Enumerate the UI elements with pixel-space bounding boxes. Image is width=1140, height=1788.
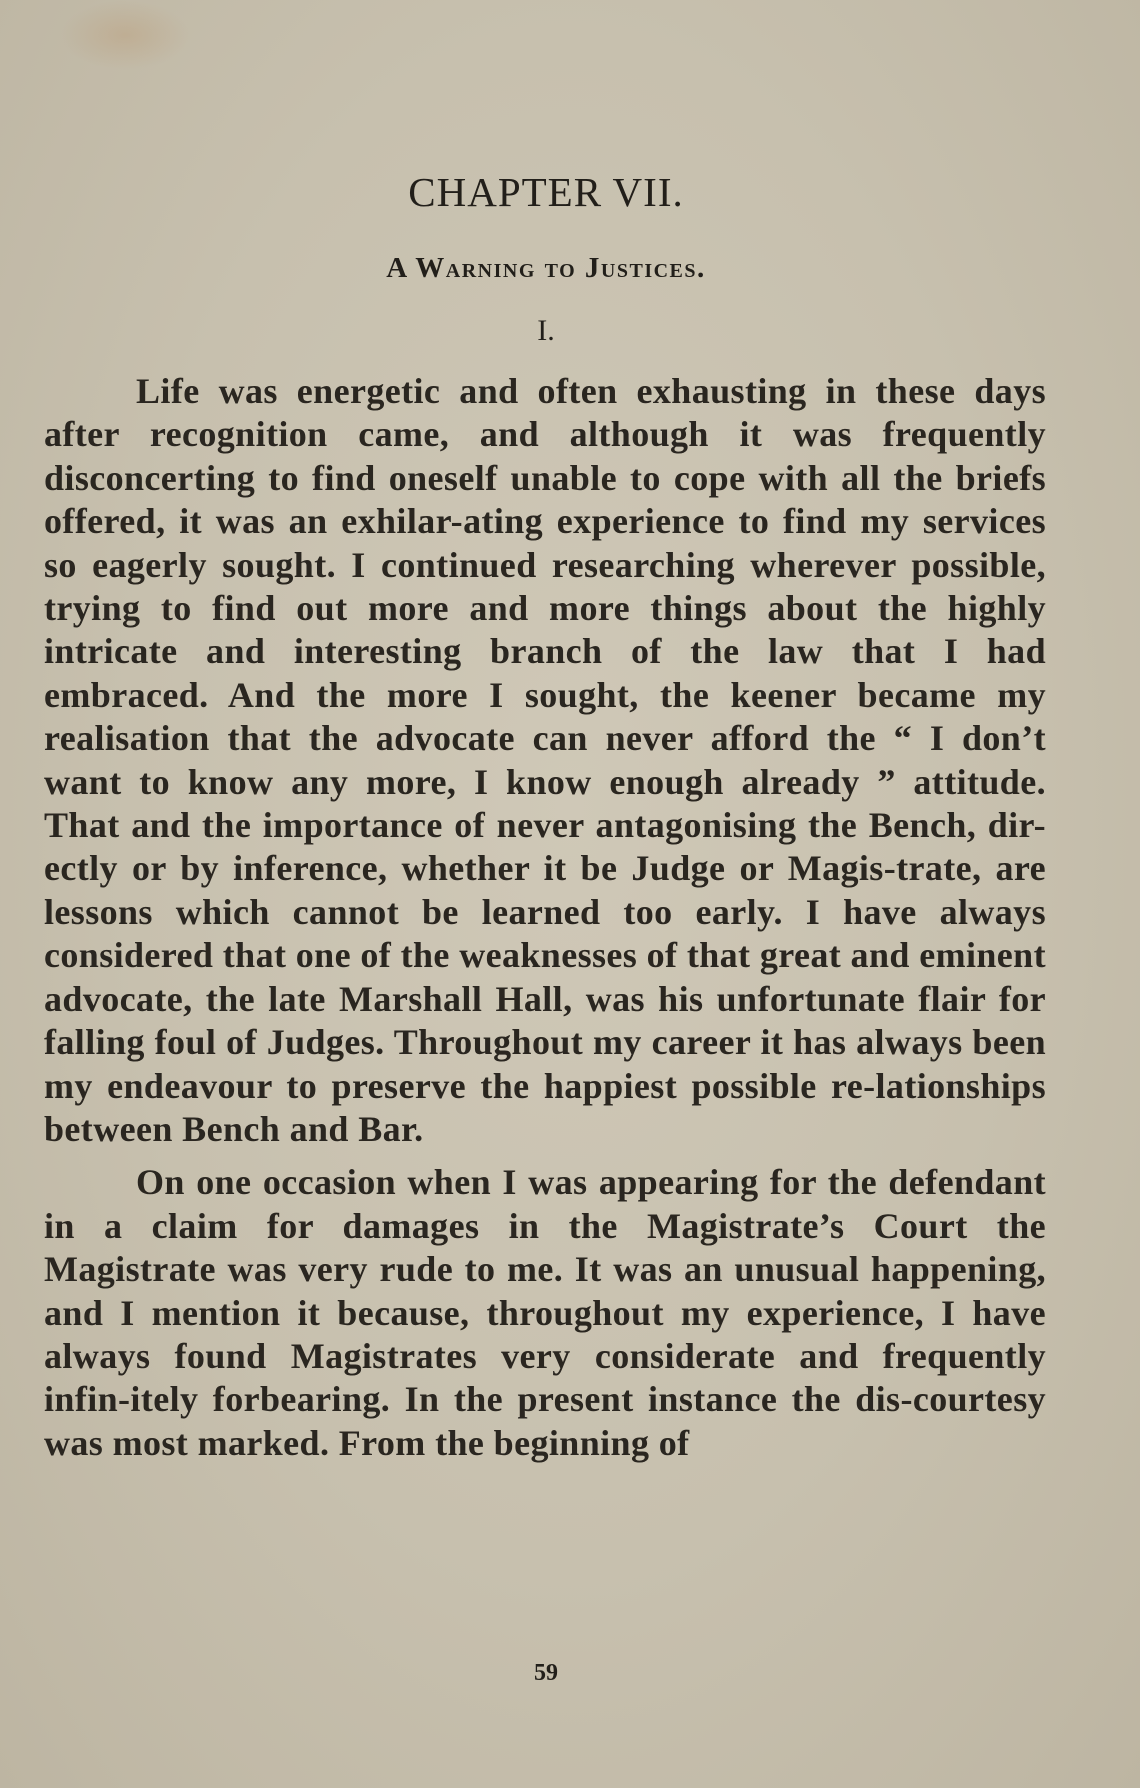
page-number: 59: [534, 1660, 558, 1686]
paper-stain: [60, 0, 190, 70]
section-number: I.: [537, 314, 555, 347]
body-text: [44, 370, 1046, 1465]
chapter-subtitle: A Warning to Justices.: [386, 252, 706, 284]
paragraph: Life was energetic and often exhausting in these days after recognition came, and although it was frequently disconcerting to find oneself unable to cope with all the briefs offered, it was an exhilar-ating experience to find my services so eagerly sought. I continued researching wherever possible, trying to find out more and more things about the highly intricate and interesting branch of the law that I had embraced. And the more I sought, the keener became my realisation that the advocate can never afford the “ I don’t want to know any more, I know enough already ” attitude. That and the importance of never antagonising the Bench, dir-ectly or by inference, whether it be Judge or Magis-trate, are lessons which cannot be learned too early. I have always considered that one of the weaknesses of that great and eminent advocate, the late Marshall Hall, was his unfortunate flair for falling foul of Judges. Throughout my career it has always been my endeavour to preserve the happiest possible re-lationships between Bench and Bar.: [44, 371, 1046, 1149]
paragraph: On one occasion when I was appearing for the defendant in a claim for damages in the Magistrate’s Court the Magistrate was very rude to me. It was an unusual happening, and I mention it because, throughout my experience, I have always found Magistrates very considerate and frequently infin-itely forbearing. In the present instance the dis-courtesy was most marked. From the beginning of: [44, 1162, 1046, 1463]
chapter-title: CHAPTER VII.: [408, 169, 684, 215]
